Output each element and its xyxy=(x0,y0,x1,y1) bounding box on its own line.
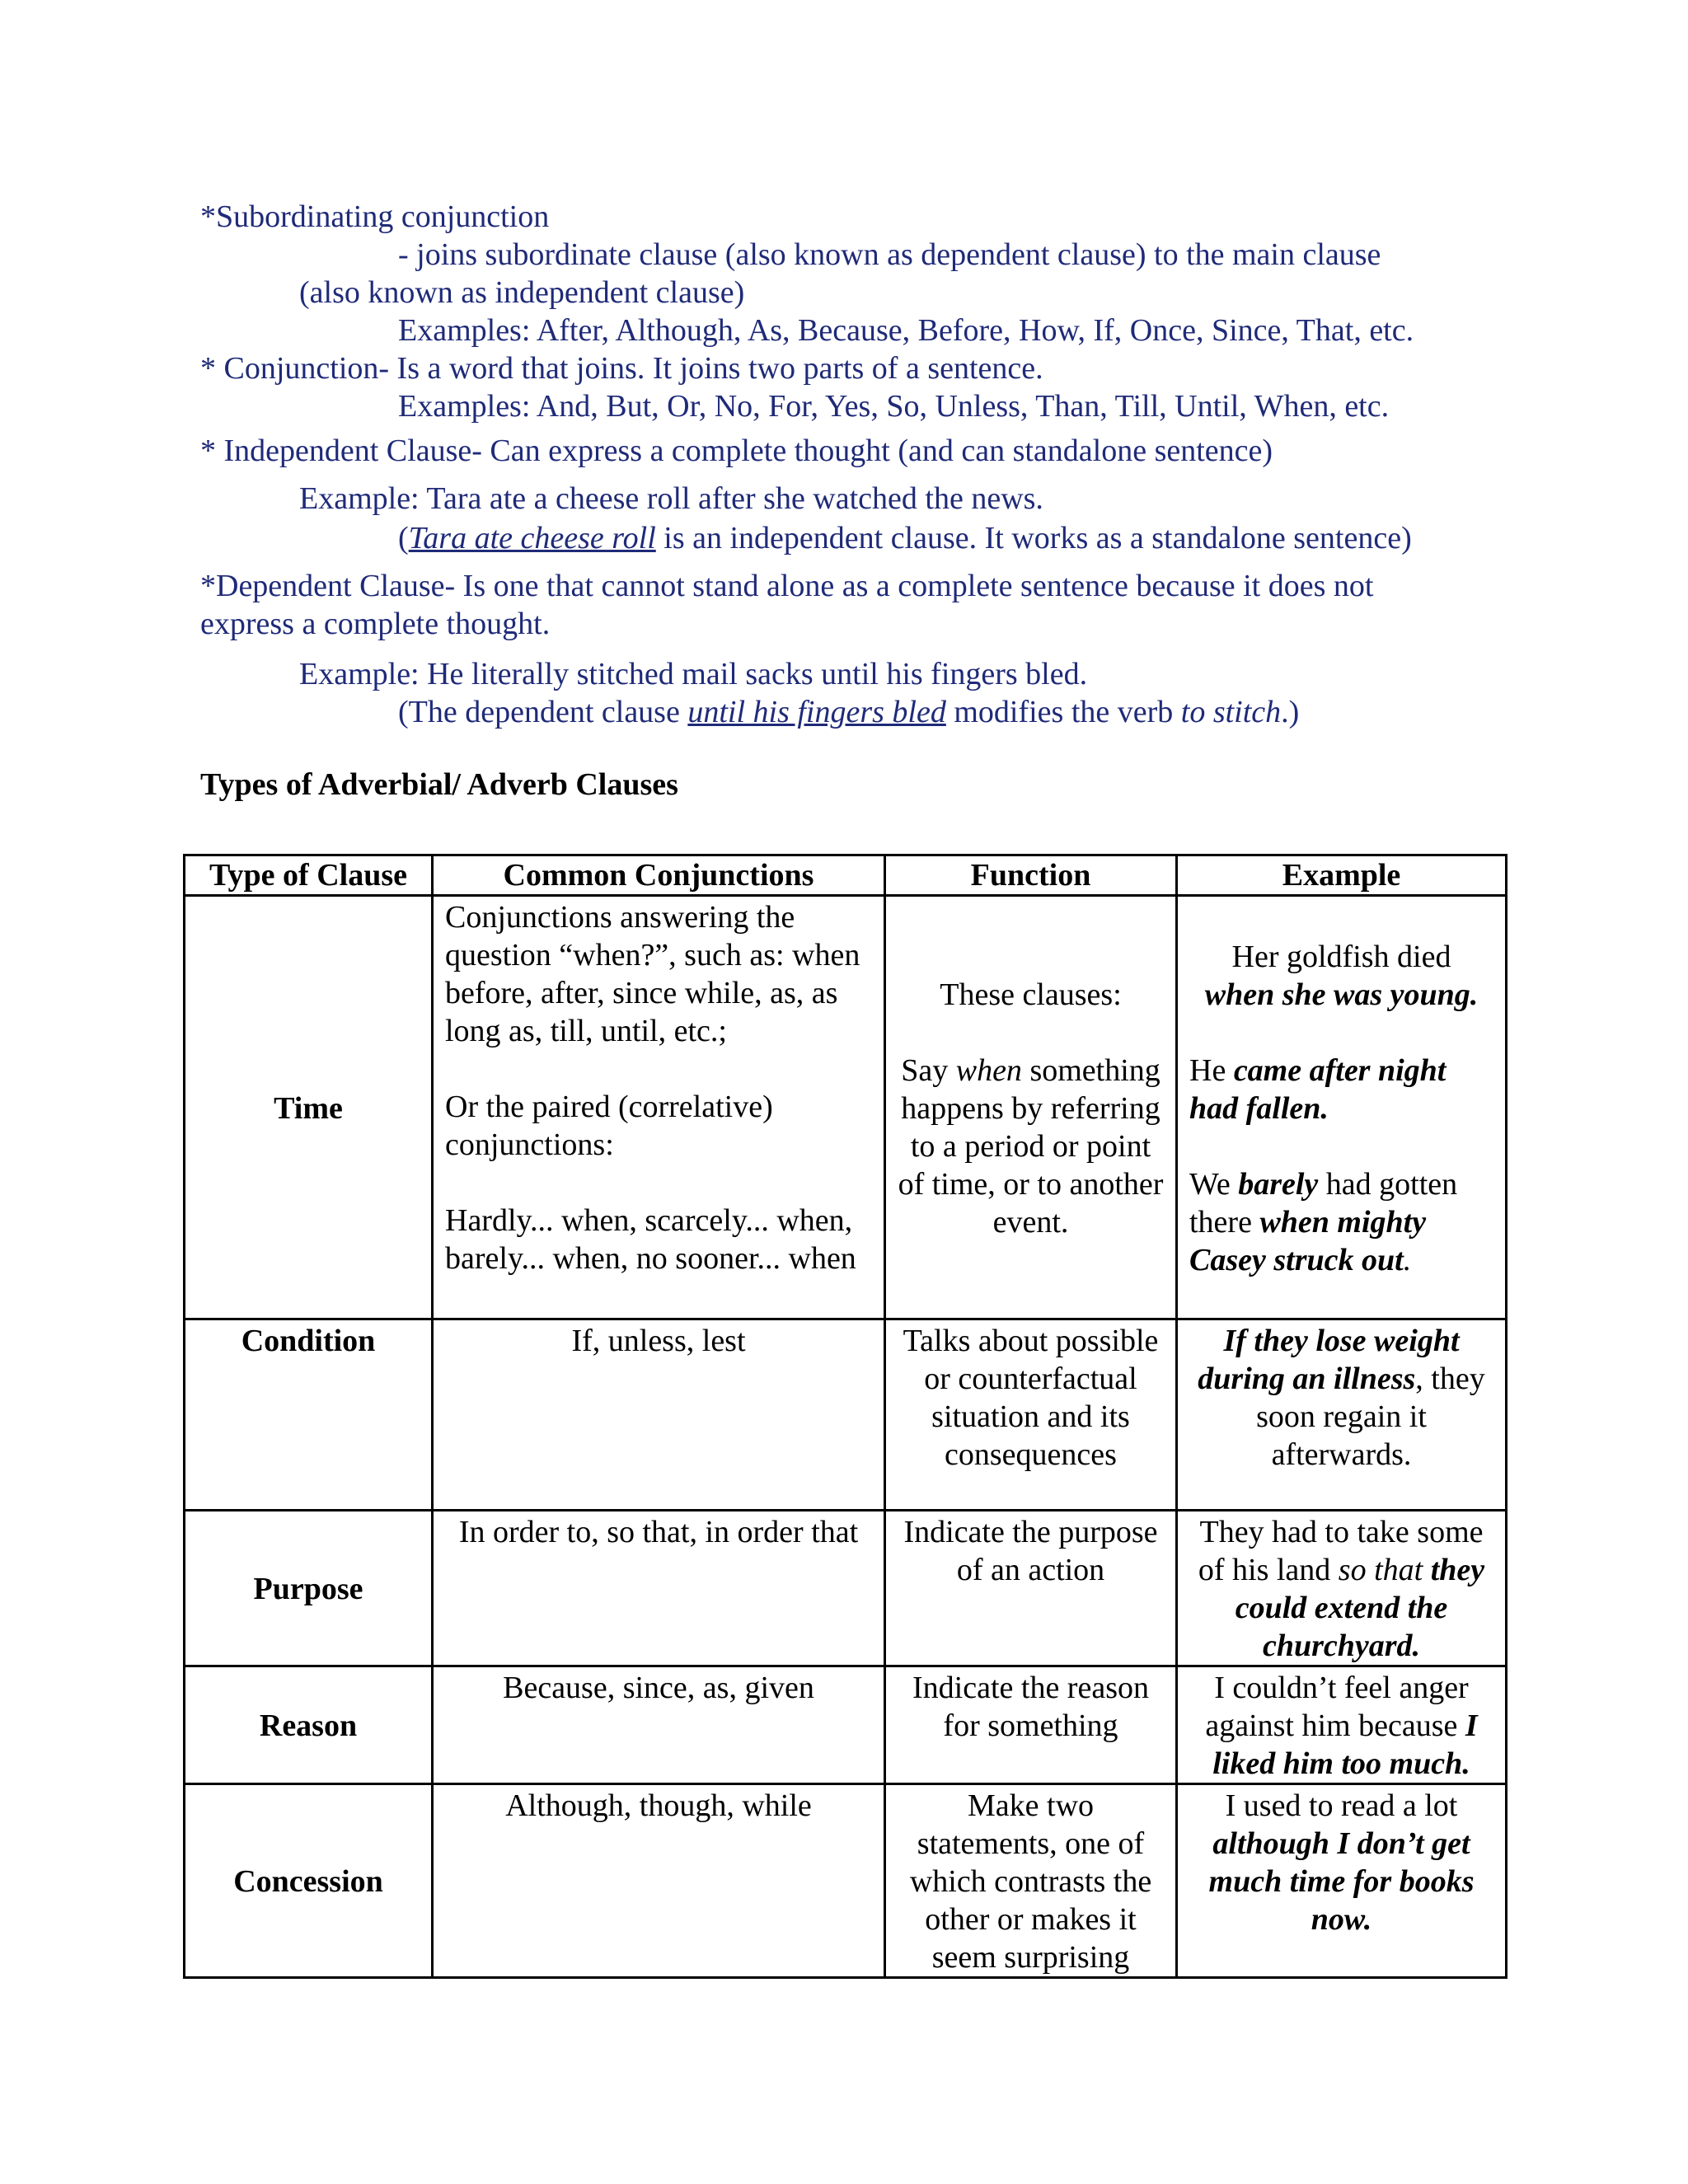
example-cell xyxy=(1177,1784,1507,1978)
example-text: . xyxy=(1403,1242,1412,1277)
function-cell: Talks about possible or counterfactual situation and its consequences xyxy=(885,1319,1177,1511)
example-sentence xyxy=(1189,938,1493,1014)
function-text: Say xyxy=(901,1052,956,1088)
note-open-paren: ( xyxy=(398,521,409,555)
table-row-concession xyxy=(185,1784,1507,1978)
example-text: He xyxy=(1189,1052,1234,1088)
section-heading: Types of Adverbial/ Adverb Clauses xyxy=(200,767,678,802)
function-cell: Indicate the purpose of an action xyxy=(885,1511,1177,1666)
conjunction-definition: * Conjunction- Is a word that joins. It joins two parts of a sentence. xyxy=(200,351,1043,386)
note-mid: modifies the verb xyxy=(945,695,1181,729)
underlined-clause: until his fingers bled xyxy=(687,695,946,729)
header-example: Example xyxy=(1177,855,1507,896)
example-sentence xyxy=(1189,1165,1493,1279)
header-function: Function xyxy=(885,855,1177,896)
example-cell xyxy=(1177,1511,1507,1666)
function-italic: when xyxy=(955,1052,1022,1088)
example-bold: although I don’t get much time for books now. xyxy=(1208,1826,1475,1937)
example-bold: when she was young. xyxy=(1204,977,1479,1012)
conjunctions-cell: If, unless, lest xyxy=(433,1319,885,1511)
function-cell: Make two statements, one of which contrasts the other or makes it seem surprising xyxy=(885,1784,1177,1978)
conjunctions-paragraph: Or the paired (correlative) conjunctions: xyxy=(445,1090,773,1162)
conjunction-examples: Examples: And, But, Or, No, For, Yes, So, Unless, Than, Till, Until, When, etc. xyxy=(398,389,1390,424)
table-row-reason xyxy=(185,1666,1507,1784)
note-rest: is an independent clause. It works as a standalone sentence) xyxy=(655,521,1412,555)
example-bold: barely xyxy=(1238,1166,1319,1202)
dependent-clause-definition-line1: *Dependent Clause- Is one that cannot stand alone as a complete sentence because it does not xyxy=(200,569,1374,603)
underlined-clause: Tara ate cheese roll xyxy=(408,521,656,555)
example-bold: I liked him too much. xyxy=(1212,1708,1478,1781)
conjunctions-paragraph: Hardly... when, scarcely... when, barely... when, no sooner... when xyxy=(445,1203,856,1276)
note-start: (The dependent clause xyxy=(398,695,688,729)
table-header-row xyxy=(185,855,1507,896)
table-row-condition xyxy=(185,1319,1507,1511)
independent-clause-note xyxy=(398,519,1412,557)
table-row-time xyxy=(185,896,1507,1319)
type-cell: Concession xyxy=(185,1784,433,1978)
italic-verb: to stitch xyxy=(1180,695,1282,729)
dependent-clause-definition-line2: express a complete thought. xyxy=(200,607,551,641)
conjunctions-cell: Although, though, while xyxy=(433,1784,885,1978)
independent-clause-definition: * Independent Clause- Can express a complete thought (and can standalone sentence) xyxy=(200,434,1273,468)
note-end: .) xyxy=(1281,695,1300,729)
example-text: They had to take some of his land xyxy=(1198,1515,1484,1587)
type-cell: Condition xyxy=(185,1319,433,1511)
function-text: something happens by referring to a period or point of time, or to another event. xyxy=(898,1052,1164,1240)
type-cell: Purpose xyxy=(185,1511,433,1666)
subordinating-examples: Examples: After, Although, As, Because, Before, How, If, Once, Since, That, etc. xyxy=(398,313,1414,348)
conjunctions-paragraph: Conjunctions answering the question “when?”, such as: when before, after, since while, as, as long as, till, until, etc.; xyxy=(445,900,860,1048)
example-sentence xyxy=(1189,1052,1493,1127)
conjunctions-cell: Because, since, as, given xyxy=(433,1666,885,1784)
function-cell: Indicate the reason for something xyxy=(885,1666,1177,1784)
example-text: Her goldfish died xyxy=(1231,939,1451,974)
subordinating-definition-line2: (also known as independent clause) xyxy=(299,275,745,310)
example-text: We xyxy=(1189,1166,1239,1202)
dependent-clause-note xyxy=(398,693,1299,731)
subordinating-title: *Subordinating conjunction xyxy=(200,199,550,234)
example-text: I used to read a lot xyxy=(1225,1788,1458,1823)
example-cell xyxy=(1177,896,1507,1319)
conjunctions-cell xyxy=(433,896,885,1319)
conjunctions-cell: In order to, so that, in order that xyxy=(433,1511,885,1666)
example-text: had gotten there xyxy=(1189,1166,1458,1240)
adverb-clauses-table xyxy=(183,854,1507,1979)
example-bold: they could extend the churchyard. xyxy=(1235,1553,1485,1663)
header-conjunctions: Common Conjunctions xyxy=(433,855,885,896)
example-cell xyxy=(1177,1319,1507,1511)
header-type: Type of Clause xyxy=(185,855,433,896)
subordinating-definition-line1: - joins subordinate clause (also known as dependent clause) to the main clause xyxy=(398,237,1381,272)
type-cell: Time xyxy=(185,896,433,1319)
example-cell xyxy=(1177,1666,1507,1784)
function-paragraph: These clauses: xyxy=(940,977,1122,1012)
function-cell xyxy=(885,896,1177,1319)
type-cell: Reason xyxy=(185,1666,433,1784)
dependent-clause-example: Example: He literally stitched mail sacks until his fingers bled. xyxy=(299,657,1088,691)
example-text: I couldn’t feel anger against him because xyxy=(1205,1671,1469,1743)
example-text: , they soon regain it afterwards. xyxy=(1256,1361,1485,1472)
example-bold: came after night had fallen. xyxy=(1189,1052,1447,1126)
example-bold: If they lose weight during an illness xyxy=(1198,1324,1460,1396)
example-italic: so that xyxy=(1338,1553,1423,1587)
example-bold: when mighty Casey struck out xyxy=(1189,1204,1427,1277)
function-paragraph xyxy=(898,1052,1164,1241)
independent-clause-example: Example: Tara ate a cheese roll after she watched the news. xyxy=(299,481,1043,516)
table-row-purpose xyxy=(185,1511,1507,1666)
